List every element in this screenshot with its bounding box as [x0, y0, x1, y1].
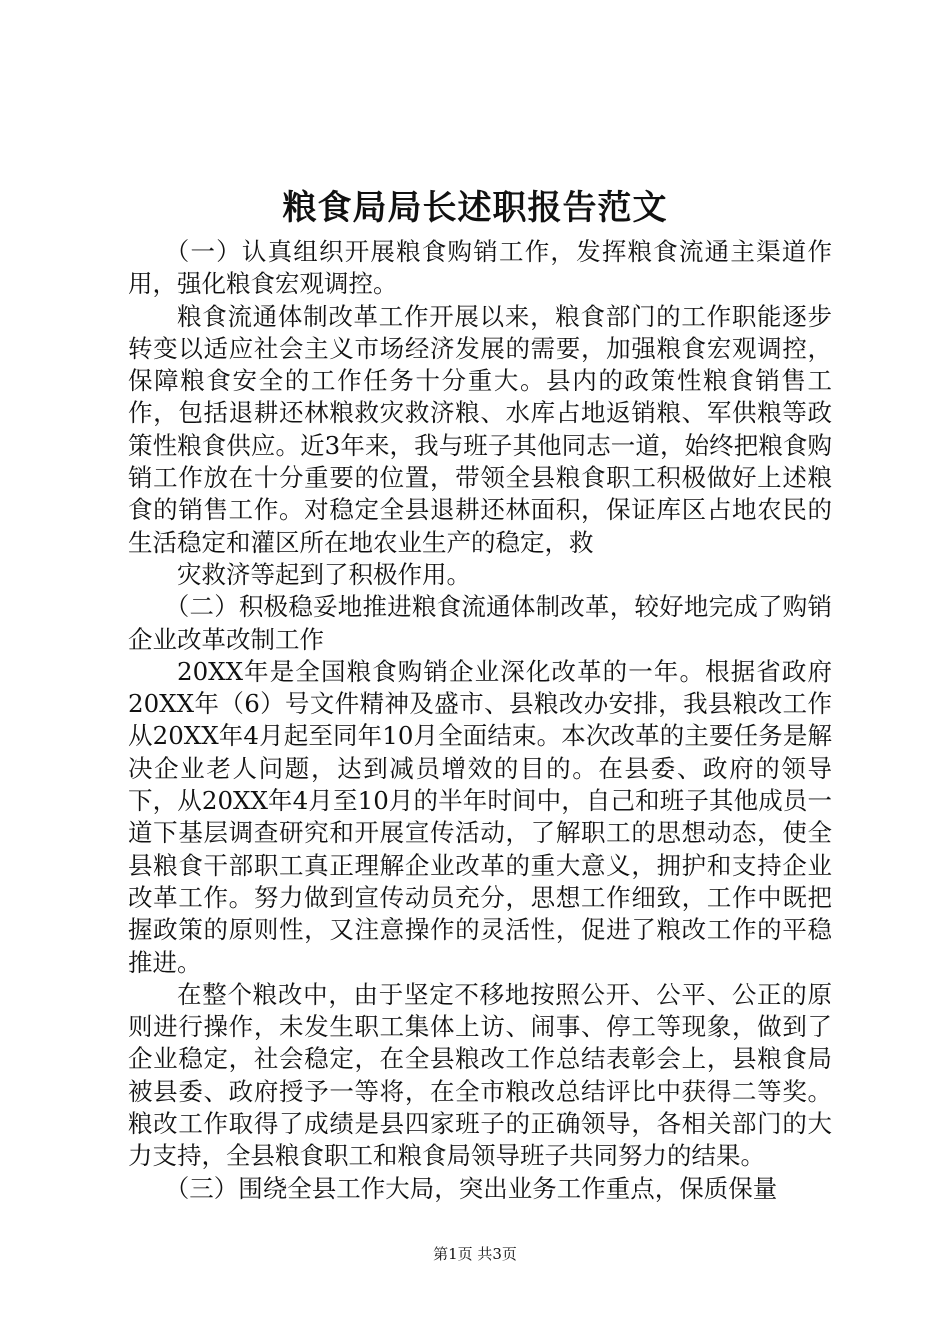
- section-heading-3: （三）围绕全县工作大局，突出业务工作重点，保质保量: [164, 1173, 778, 1203]
- body-paragraph: 20XX年是全国粮食购销企业深化改革的一年。根据省政府20XX年（6）号文件精神及盛市、县粮改办安排，我县粮改工作从20XX年4月起至同年10月全面结束。本次改革的主要任务是解决企业老人问题，达到减员增效的目的。在县委、政府的领导下，从20XX年4月至10月的半年时间中，自己和班子其他成员一道下基层调查研究和开展宣传活动，了解职工的思想动态，使全县粮食干部职工真正理解企业改革的重大意义，拥护和支持企业改革工作。努力做到宣传动员充分，思想工作细致，工作中既把握政策的原则性，又注意操作的灵活性，促进了粮改工作的平稳推进。: [128, 656, 832, 977]
- body-paragraph: 在整个粮改中，由于坚定不移地按照公开、公平、公正的原则进行操作，未发生职工集体上访、闹事、停工等现象，做到了企业稳定，社会稳定，在全县粮改工作总结表彰会上，县粮食局被县委、政府授予一等将，在全市粮改总结评比中获得二等奖。粮改工作取得了成绩是县四家班子的正确领导，各相关部门的大力支持，全县粮食职工和粮食局领导班子共同努力的结果。: [128, 979, 832, 1171]
- page-footer: 第1页 共3页: [433, 1245, 517, 1263]
- section-heading-1: （一）认真组织开展粮食购销工作，发挥粮食流通主渠道作用，强化粮食宏观调控。: [128, 237, 832, 299]
- document-body: [128, 236, 832, 1205]
- section-heading-2: （二）积极稳妥地推进粮食流通体制改革，较好地完成了购销企业改革改制工作: [128, 592, 832, 654]
- body-paragraph: 灾救济等起到了积极作用。: [177, 559, 471, 589]
- body-paragraph: 粮食流通体制改革工作开展以来，粮食部门的工作职能逐步转变以适应社会主义市场经济发展的需要，加强粮食宏观调控，保障粮食安全的工作任务十分重大。县内的政策性粮食销售工作，包括退耕还林粮救灾救济粮、水库占地返销粮、军供粮等政策性粮食供应。近3年来，我与班子其他同志一道，始终把粮食购销工作放在十分重要的位置，带领全县粮食职工积极做好上述粮食的销售工作。对稳定全县退耕还林面积，保证库区占地农民的生活稳定和灌区所在地农业生产的稳定，救: [128, 301, 832, 557]
- document-title: 粮食局局长述职报告范文: [282, 188, 668, 228]
